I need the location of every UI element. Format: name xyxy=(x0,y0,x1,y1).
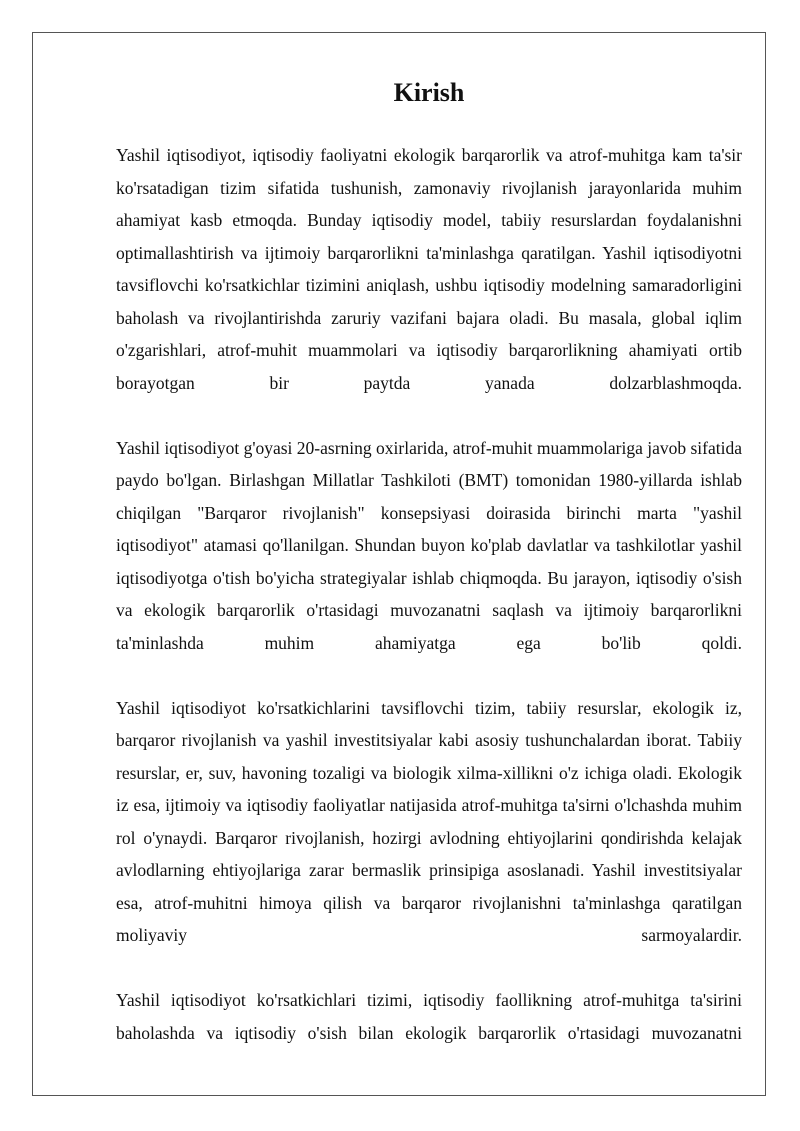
paragraph-1: Yashil iqtisodiyot, iqtisodiy faoliyatni ekologik barqarorlik va atrof-muhitga kam ta'sir ko'rsatadigan tizim sifatida tushunish, zamonaviy rivojlanish jarayonlarida muhim ahamiyat kasb etmoqda. Bunday iqtisodiy model, tabiiy resurslardan foydalanishni optimallashtirish va ijtimoiy barqarorlikni ta'minlashga qaratilgan. Yashil iqtisodiyotni tavsiflovchi ko'rsatkichlar tizimini aniqlash, ushbu iqtisodiy modelning samaradorligini baholash va rivojlantirishda zaruriy vazifani bajara oladi. Bu masala, global iqlim o'zgarishlari, atrof-muhit muammolari va iqtisodiy barqarorlikning ahamiyati ortib borayotgan bir paytda yanada dolzarblashmoqda. xyxy=(116,145,742,393)
paragraph-2: Yashil iqtisodiyot g'oyasi 20-asrning oxirlarida, atrof-muhit muammolariga javob sifatida paydo bo'lgan. Birlashgan Millatlar Tashkiloti (BMT) tomonidan 1980-yillarda ishlab chiqilgan "Barqaror rivojlanish" konsepsiyasi doirasida birinchi marta "yashil iqtisodiyot" atamasi qo'llanilgan. Shundan buyon ko'plab davlatlar va tashkilotlar yashil iqtisodiyotga o'tish bo'yicha strategiyalar ishlab chiqmoqda. Bu jarayon, iqtisodiy o'sish va ekologik barqarorlik o'rtasidagi muvozanatni saqlash va ijtimoiy barqarorlikni ta'minlashda muhim ahamiyatga ega bo'lib qoldi. xyxy=(116,437,742,653)
paragraph-4: Yashil iqtisodiyot ko'rsatkichlari tizimi, iqtisodiy faollikning atrof-muhitga ta'sirini baholashda va iqtisodiy o'sish bilan ekologik barqarorlik o'rtasidagi muvozanatni xyxy=(116,990,742,1043)
paragraph-3: Yashil iqtisodiyot ko'rsatkichlarini tavsiflovchi tizim, tabiiy resurslar, ekologik iz, barqaror rivojlanish va yashil investitsiyalar kabi asosiy tushunchalardan iborat. Tabiiy resurslar, er, suv, havoning tozaligi va biologik xilma-xillikni o'z ichiga oladi. Ekologik iz esa, ijtimoiy va iqtisodiy faoliyatlar natijasida atrof-muhitga ta'sirni o'lchashda muhim rol o'ynaydi. Barqaror rivojlanish, hozirgi avlodning ehtiyojlarini qondirishda kelajak avlodlarning ehtiyojlariga zarar bermaslik prinsipiga asoslanadi. Yashil investitsiyalar esa, atrof-muhitni himoya qilish va barqaror rivojlanishni ta'minlashga qaratilgan moliyaviy sarmoyalardir. xyxy=(116,697,742,945)
document-title: Kirish xyxy=(393,78,465,107)
document-body xyxy=(116,73,742,1049)
document-page xyxy=(32,32,766,1096)
